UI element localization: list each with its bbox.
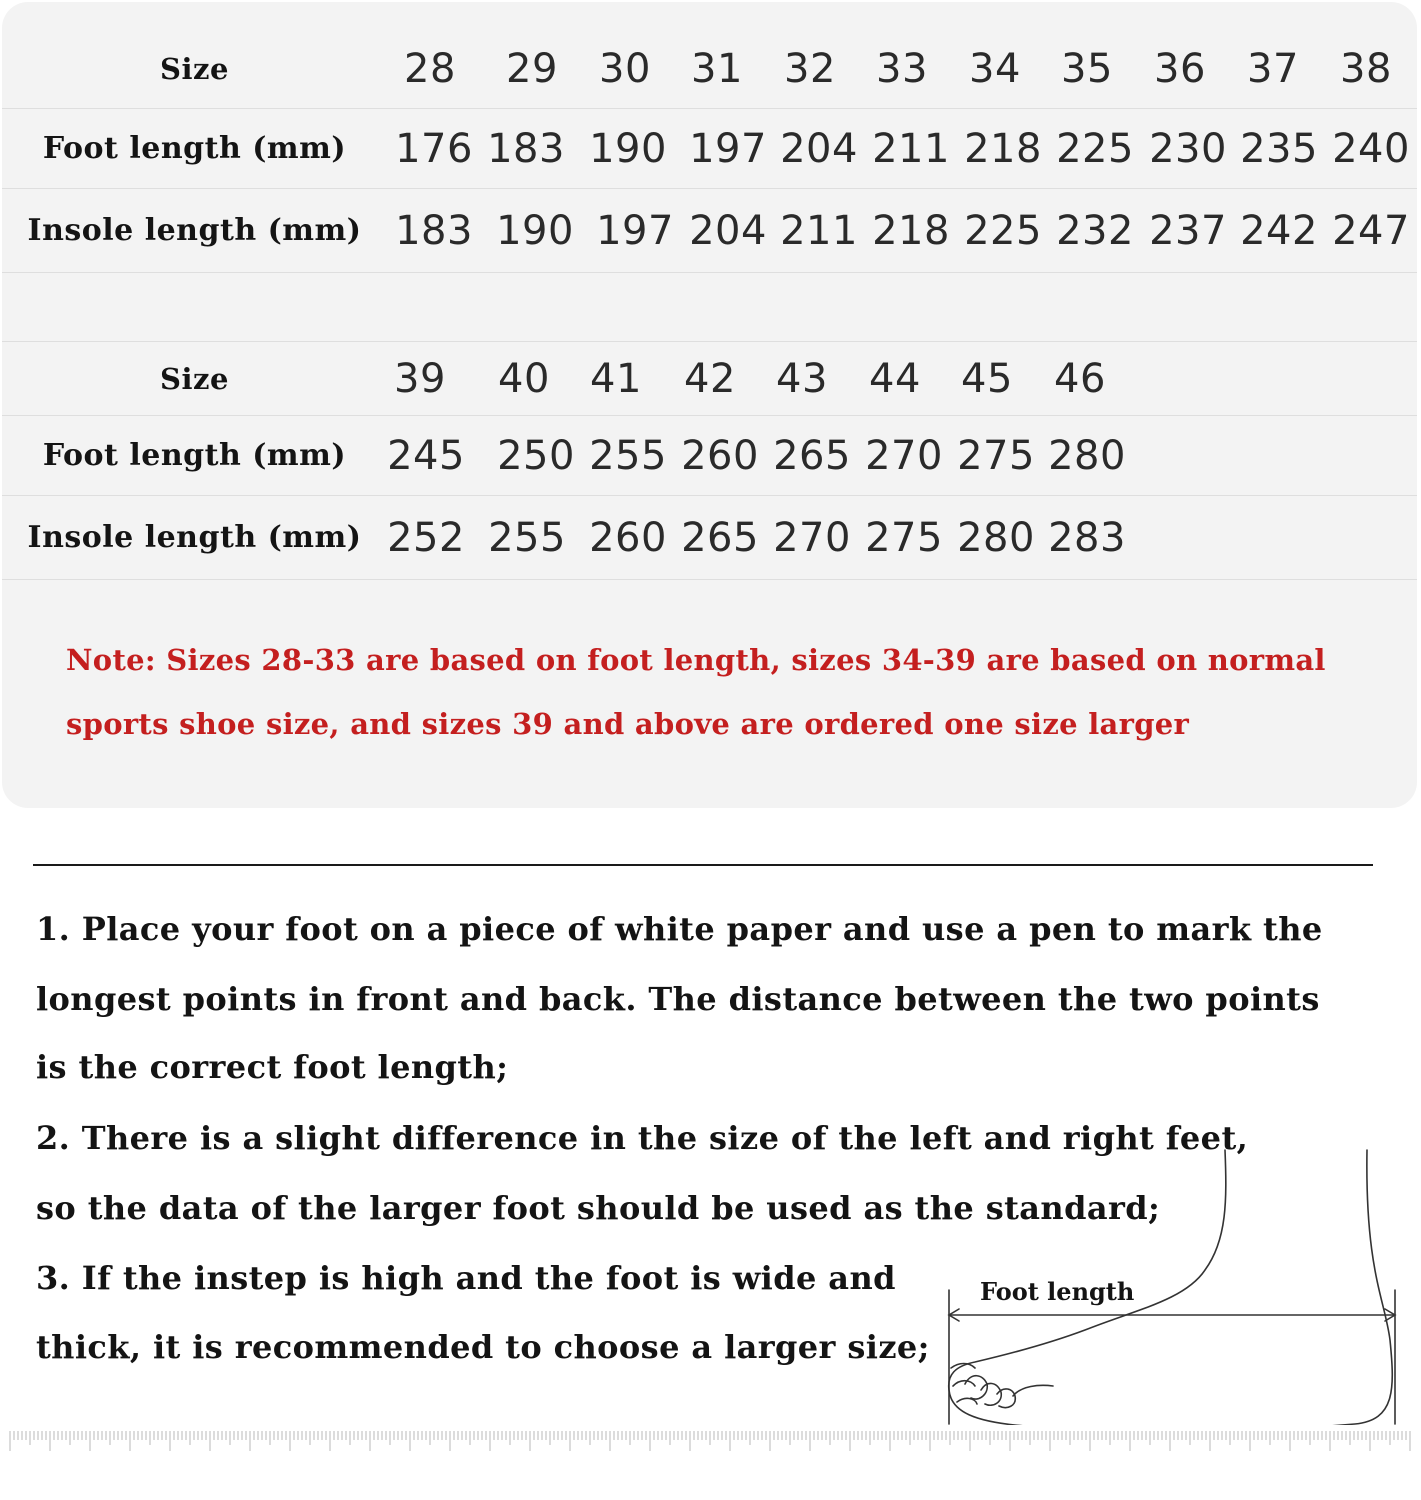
- cell: 183: [487, 125, 565, 172]
- size-note: [66, 628, 1366, 756]
- cell: 35: [1061, 46, 1113, 92]
- cell: 260: [589, 514, 667, 561]
- instruction-line-4: 2. There is a slight difference in the size of the left and right feet,: [36, 1119, 1249, 1157]
- cell: 39: [394, 355, 446, 402]
- insole-length-row-2: [2, 496, 1417, 580]
- cell: 270: [773, 514, 851, 561]
- row-label: Size: [160, 52, 229, 86]
- cell: 232: [1056, 207, 1134, 254]
- row-label: Insole length (mm): [27, 213, 362, 248]
- cell: 225: [964, 207, 1042, 254]
- cell: 237: [1149, 207, 1227, 254]
- cell: 240: [1332, 125, 1410, 172]
- cell: 183: [395, 207, 473, 254]
- cell: 250: [497, 432, 575, 479]
- ruler-strip: [0, 1425, 1421, 1465]
- instruction-line-3: is the correct foot length;: [36, 1048, 509, 1086]
- spacer-row: [2, 273, 1417, 342]
- cell: 34: [969, 46, 1021, 92]
- cell: 211: [780, 207, 858, 254]
- cell: 44: [869, 355, 921, 402]
- instruction-line-1: 1. Place your foot on a piece of white paper and use a pen to mark the: [36, 910, 1323, 948]
- cell: 265: [681, 514, 759, 561]
- row-label: Size: [160, 361, 229, 396]
- cell: 255: [589, 432, 667, 479]
- cell: 42: [684, 355, 736, 402]
- cell: 31: [691, 46, 743, 92]
- cell: 211: [872, 125, 950, 172]
- row-label: Foot length (mm): [42, 438, 347, 473]
- cell: 260: [681, 432, 759, 479]
- cell: 197: [689, 125, 767, 172]
- cell: 33: [876, 46, 928, 92]
- note-line-1: Note: Sizes 28-33 are based on foot length, sizes 34-39 are based on normal: [66, 643, 1326, 677]
- cell: 36: [1154, 46, 1206, 92]
- cell: 230: [1149, 125, 1227, 172]
- cell: 46: [1054, 355, 1106, 402]
- row-label: Insole length (mm): [27, 520, 362, 555]
- size-row-2: [2, 342, 1417, 416]
- foot-length-label: Foot length: [980, 1277, 1135, 1306]
- cell: 275: [865, 514, 943, 561]
- instruction-line-5: so the data of the larger foot should be used as the standard;: [36, 1189, 1161, 1227]
- size-row-1: [2, 30, 1417, 109]
- cell: 40: [498, 355, 550, 402]
- cell: 204: [689, 207, 767, 254]
- cell: 190: [496, 207, 574, 254]
- cell: 265: [773, 432, 851, 479]
- cell: 197: [596, 207, 674, 254]
- cell: 176: [395, 125, 473, 172]
- cell: 28: [404, 46, 456, 92]
- cell: 204: [780, 125, 858, 172]
- cell: 270: [865, 432, 943, 479]
- cell: 30: [599, 46, 651, 92]
- cell: 242: [1240, 207, 1318, 254]
- cell: 245: [387, 432, 465, 479]
- cell: 32: [784, 46, 836, 92]
- section-divider: [33, 864, 1373, 866]
- cell: 283: [1048, 514, 1126, 561]
- note-line-2: sports shoe size, and sizes 39 and above are ordered one size larger: [66, 707, 1190, 741]
- cell: 38: [1340, 46, 1392, 92]
- cell: 218: [964, 125, 1042, 172]
- insole-length-row-1: [2, 189, 1417, 273]
- cell: 45: [961, 355, 1013, 402]
- cell: 255: [488, 514, 566, 561]
- cell: 190: [589, 125, 667, 172]
- foot-outline-icon: [935, 1140, 1405, 1440]
- cell: 43: [776, 355, 828, 402]
- cell: 235: [1240, 125, 1318, 172]
- instruction-line-2: longest points in front and back. The distance between the two points: [36, 980, 1320, 1018]
- cell: 218: [872, 207, 950, 254]
- cell: 275: [957, 432, 1035, 479]
- instruction-line-7: thick, it is recommended to choose a larger size;: [36, 1328, 930, 1366]
- cell: 247: [1332, 207, 1410, 254]
- cell: 37: [1247, 46, 1299, 92]
- cell: 41: [590, 355, 642, 402]
- instruction-line-6: 3. If the instep is high and the foot is wide and: [36, 1259, 896, 1297]
- cell: 225: [1056, 125, 1134, 172]
- cell: 29: [506, 46, 558, 92]
- foot-length-row-2: [2, 416, 1417, 496]
- foot-length-row-1: [2, 109, 1417, 189]
- cell: 280: [957, 514, 1035, 561]
- cell: 252: [387, 514, 465, 561]
- row-label: Foot length (mm): [42, 131, 347, 166]
- cell: 280: [1048, 432, 1126, 479]
